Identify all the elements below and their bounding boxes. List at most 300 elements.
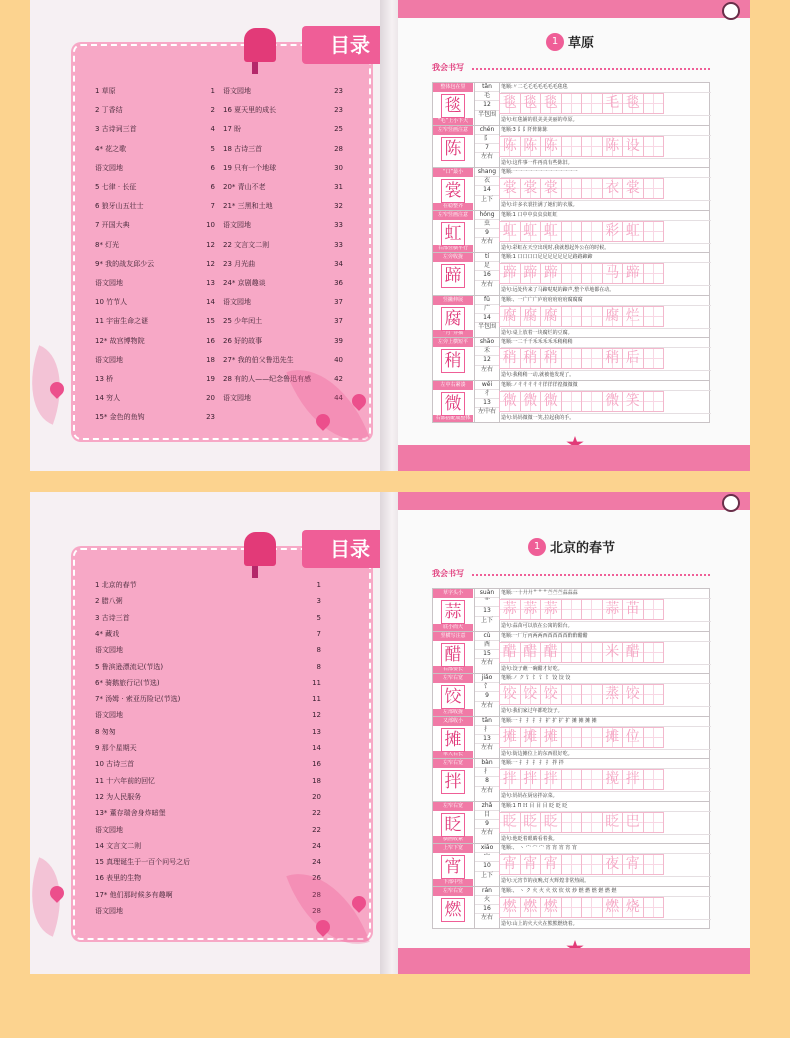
practice-cells [499, 854, 663, 875]
toc-entry [223, 259, 343, 269]
practice-cells [499, 221, 663, 242]
leaf-decoration [15, 345, 77, 424]
writing-tip: 草字头小 [433, 589, 473, 598]
meta-py: shang [475, 168, 499, 177]
character-meta [474, 126, 500, 168]
toc-entry-title: 2 腊八粥 [95, 597, 123, 606]
meta-rad: 毛 [475, 92, 499, 101]
model-character: 虹 [441, 222, 465, 246]
example-sentence: 造句:山上的火大火在熊熊燃烧着。 [501, 919, 711, 929]
stroke-order: 笔顺:一厂厅丙两两西酉酉酉酉酢酢醋醋 [501, 632, 711, 642]
toc-entry [95, 105, 215, 115]
meta-py: wēi [475, 381, 499, 390]
practice-cells [499, 306, 663, 327]
practice-cell [561, 684, 583, 705]
practice-cell [643, 178, 665, 199]
character-row [432, 758, 710, 801]
stroke-order: 笔顺:一 扌 扌 扌 扌 扌 拌 拌 [501, 759, 711, 769]
character-meta [474, 296, 500, 338]
model-character: 宵 [441, 855, 465, 879]
toc-entry [95, 297, 215, 307]
meta-n: 12 [475, 101, 499, 110]
character-row [432, 295, 710, 338]
practice-cell [581, 93, 603, 114]
practice-cell [643, 642, 665, 663]
practice-cell: 蹄 [540, 263, 562, 284]
practice-cell: 蒜 [540, 599, 562, 620]
character-meta [474, 674, 500, 716]
practice-cell [581, 684, 603, 705]
toc-entry [95, 629, 321, 639]
toc-entry [95, 124, 215, 134]
toc-entry-title: 20* 青山不老 [223, 183, 266, 191]
writing-tip: 左旁收拢 [433, 253, 473, 262]
character-row [432, 337, 710, 380]
owl-icon [722, 494, 740, 512]
toc-entry [223, 316, 343, 326]
practice-cell: 燃 [602, 897, 624, 918]
writing-tip: 下部中竖 [433, 879, 473, 886]
practice-cells [499, 897, 663, 918]
character-meta [474, 632, 500, 674]
toc-entry-page: 14 [312, 744, 321, 752]
practice-cell: 毯 [499, 93, 521, 114]
practice-cell [561, 769, 583, 790]
meta-py: tǎn [475, 83, 499, 92]
practice-cell [561, 136, 583, 157]
meta-n: 7 [475, 144, 499, 153]
toc-entry [223, 144, 343, 154]
meta-n: 10 [475, 862, 499, 871]
toc-entry-page: 28 [334, 144, 343, 153]
practice-cell: 稍 [602, 348, 624, 369]
meta-n: 8 [475, 777, 499, 786]
practice-cell: 宵 [499, 854, 521, 875]
practice-cell: 裳 [520, 178, 542, 199]
meta-py: cù [475, 632, 499, 641]
model-character: 毯 [441, 94, 465, 118]
character-meta [474, 168, 500, 210]
toc-entry-title: 语文园地 [95, 279, 123, 287]
practice-cell: 醋 [540, 642, 562, 663]
toc-entry-title: 22 文言文二则 [223, 240, 270, 249]
meta-struct: 左右 [480, 744, 493, 752]
writing-tip: 左窄右宽 [433, 759, 473, 768]
toc-entry-title: 2 丁香结 [95, 106, 123, 115]
toc-entry-title: 语文园地 [95, 907, 123, 915]
practice-cell: 腐 [540, 306, 562, 327]
mailbox-icon [244, 28, 276, 62]
stroke-order: 笔顺:一十廾廾艹艹艹苎苎苎蒜蒜蒜 [501, 589, 711, 599]
character-meta [474, 253, 500, 295]
toc-entry-page: 12 [206, 240, 215, 249]
toc-entry-page: 26 [312, 874, 321, 883]
toc-entry-page: 8 [316, 646, 321, 655]
toc-entry [95, 906, 321, 916]
practice-cell: 宵 [520, 854, 542, 875]
practice-cell: 虹 [499, 221, 521, 242]
stroke-order: 笔顺:3 阝阝阡阵陈陈 [501, 126, 711, 136]
writing-tip: 左窄右宽 [433, 674, 473, 683]
lesson-number: 1 [528, 538, 546, 556]
practice-cell: 马 [602, 263, 624, 284]
toc-entry-title: 11 宇宙生命之谜 [95, 317, 149, 326]
toc-title: 目录 [302, 26, 398, 64]
practice-cells [499, 727, 663, 748]
practice-cell [561, 221, 583, 242]
practice-cell: 夜 [602, 854, 624, 875]
toc-entry-page: 6 [210, 183, 215, 191]
toc-entry [223, 86, 343, 96]
top-band [398, 0, 750, 18]
character-row [432, 380, 710, 424]
toc-entry-title: 18 古诗三首 [223, 144, 263, 153]
writing-grid [432, 588, 710, 929]
practice-cell [561, 599, 583, 620]
practice-cell [581, 812, 603, 833]
practice-cell: 裳 [499, 178, 521, 199]
character-row [432, 673, 710, 716]
model-character: 稍 [441, 349, 465, 373]
example-sentence: 造句:许多衣裳挂满了她们的衣服。 [501, 200, 711, 210]
toc-entry [95, 825, 321, 835]
writing-tip: 左窄竖画注意 [433, 211, 473, 220]
toc-entry-page: 28 [312, 907, 321, 915]
character-meta [474, 381, 500, 423]
practice-cells [499, 391, 663, 412]
practice-cell: 微 [520, 391, 542, 412]
toc-entry [95, 776, 321, 786]
practice-cell [581, 897, 603, 918]
meta-py: suàn [475, 589, 499, 598]
meta-n: 14 [475, 186, 499, 195]
practice-cell: 眨 [602, 812, 624, 833]
model-character: 眨 [441, 813, 465, 837]
meta-py: hóng [475, 211, 499, 220]
practice-cell [643, 727, 665, 748]
writing-tip: “毛”上小下大 [433, 118, 473, 125]
writing-tip: 竖撇伸展 [433, 296, 473, 305]
toc-entry-title: 语文园地 [95, 646, 123, 655]
meta-rad: 酉 [475, 641, 499, 650]
meta-rad: 阝 [475, 135, 499, 144]
model-character: 饺 [441, 685, 465, 709]
model-character: 微 [441, 392, 465, 416]
practice-cell: 宵 [622, 854, 644, 875]
toc-entry-page: 22 [312, 825, 321, 834]
example-sentence: 造句:彩虹在天空出现时,我就想起外公在的时候。 [501, 243, 711, 253]
practice-cell [561, 727, 583, 748]
meta-py: tí [475, 253, 499, 262]
practice-cell [643, 93, 665, 114]
toc-entry-title: 13 桥 [95, 375, 114, 383]
practice-cell [581, 306, 603, 327]
toc-entry [223, 278, 343, 288]
practice-cell [581, 221, 603, 242]
meta-struct: 左右 [480, 829, 493, 837]
practice-cell: 虹 [622, 221, 644, 242]
meta-struct: 左中右 [477, 408, 496, 416]
practice-cell: 米 [602, 642, 624, 663]
practice-cell [561, 178, 583, 199]
practice-cell: 眨 [499, 812, 521, 833]
practice-cell [643, 599, 665, 620]
character-row [432, 252, 710, 295]
toc-entry [95, 580, 321, 590]
practice-cell: 醋 [520, 642, 542, 663]
toc-entry-title: 语文园地 [223, 298, 251, 307]
character-meta [474, 887, 500, 929]
practice-cells [499, 93, 663, 114]
meta-n: 14 [475, 314, 499, 323]
toc-entry-page: 7 [316, 629, 321, 638]
meta-rad: 彳 [475, 390, 499, 399]
toc-entry-title: 1 北京的春节 [95, 581, 137, 589]
practice-cell [561, 93, 583, 114]
character-meta [474, 802, 500, 844]
example-sentence: 造句:远处传来了马蹄哒哒的蹄声,整个草地都在动。 [501, 285, 711, 295]
writing-tip: 又部收小 [433, 717, 473, 726]
meta-py: rán [475, 887, 499, 896]
practice-cells [499, 769, 663, 790]
lesson-title: 草原 [568, 36, 595, 51]
writing-tip: 左部收拢 [433, 709, 473, 716]
toc-entry-title: 语文园地 [95, 355, 123, 364]
stroke-order: 笔顺:一二千千禾禾禾禾禾稍稍稍 [501, 338, 711, 348]
practice-cells [499, 263, 663, 284]
toc-entry-title: 1 草原 [95, 87, 116, 95]
toc-entry-title: 12 为人民服务 [95, 792, 142, 801]
meta-rad: 衣 [475, 177, 499, 186]
writing-tip: 横画收紧 [433, 836, 473, 843]
practice-cell: 虹 [540, 221, 562, 242]
character-row [432, 843, 710, 886]
meta-n: 13 [475, 735, 499, 744]
practice-cell: 燃 [499, 897, 521, 918]
writing-tip: 右部要长 [433, 666, 473, 673]
practice-cell: 腐 [602, 306, 624, 327]
practice-cell: 蹄 [520, 263, 542, 284]
toc-entry [95, 890, 321, 900]
practice-cell: 拌 [540, 769, 562, 790]
toc-entry-title: 12* 故宫博物院 [95, 336, 145, 345]
meta-n: 9 [475, 820, 499, 829]
toc-entry-title: 25 少年闰土 [223, 317, 263, 326]
toc-entry-title: 10 竹节人 [95, 298, 128, 307]
toc-entry-title: 26 好的故事 [223, 336, 263, 345]
toc-entry-page: 12 [206, 259, 215, 268]
toc-entry-page: 19 [206, 375, 215, 383]
toc-entry-title: 语文园地 [95, 711, 123, 720]
practice-cell [561, 263, 583, 284]
toc-entry [95, 596, 321, 606]
practice-cell: 裳 [622, 178, 644, 199]
book-spread-1 [0, 0, 790, 471]
practice-cell: 蒜 [520, 599, 542, 620]
stroke-order: 笔顺:一一一一一一一一一一一一一 [501, 168, 711, 178]
practice-cell [643, 263, 665, 284]
meta-struct: 上下 [480, 616, 493, 624]
practice-cells [499, 178, 663, 199]
toc-entry-page: 39 [334, 336, 343, 345]
practice-cell: 蒸 [602, 684, 624, 705]
example-sentence: 造句:我们家过年都吃饺子。 [501, 706, 711, 716]
practice-cell [561, 642, 583, 663]
stroke-order: 笔顺:1 П Ｈ 目 目 目 眨 眨 眨 [501, 802, 711, 812]
model-character: 蒜 [441, 600, 465, 624]
meta-py: xiāo [475, 844, 499, 853]
toc-entry-page: 10 [206, 221, 215, 230]
dotted-divider [472, 68, 710, 70]
toc-entry-title: 16 夏天里的成长 [223, 106, 277, 115]
toc-entry-page: 5 [210, 144, 215, 153]
toc-entry-page: 4 [210, 125, 215, 134]
practice-cells [499, 348, 663, 369]
character-meta [474, 844, 500, 886]
toc-entry [95, 240, 215, 250]
toc-entry [95, 316, 215, 326]
writing-tip: 上窄下宽 [433, 844, 473, 853]
meta-struct: 左右 [480, 238, 493, 246]
toc-entry [95, 759, 321, 769]
toc-entry-title: 7* 汤姆 · 索亚历险记(节选) [95, 695, 181, 704]
practice-cell [561, 348, 583, 369]
toc-entry-title: 语文园地 [223, 394, 251, 403]
meta-py: shāo [475, 338, 499, 347]
practice-cell: 蹄 [622, 263, 644, 284]
toc-entry-page: 40 [334, 355, 343, 364]
practice-cell [581, 599, 603, 620]
practice-cell: 眨 [520, 812, 542, 833]
section-heading: 我会书写 [432, 63, 464, 72]
practice-cell: 裳 [540, 178, 562, 199]
toc-entry [95, 163, 215, 173]
toc-entry-page: 16 [206, 336, 215, 345]
meta-rad: 足 [475, 262, 499, 271]
meta-rad: 火 [475, 896, 499, 905]
section-heading: 我会书写 [432, 569, 464, 578]
practice-cell: 毯 [540, 93, 562, 114]
toc-entry-page: 3 [316, 597, 321, 606]
toc-entry-page: 8 [316, 662, 321, 671]
practice-cell: 巴 [622, 812, 644, 833]
meta-n: 9 [475, 229, 499, 238]
practice-cell [643, 221, 665, 242]
leaf-decoration [15, 857, 77, 936]
practice-cell: 饺 [520, 684, 542, 705]
meta-rad: 艹 [475, 598, 499, 607]
meta-struct: 半包围 [477, 110, 496, 118]
character-row [432, 716, 710, 759]
practice-cell: 醋 [622, 642, 644, 663]
toc-entry-page: 14 [206, 298, 215, 307]
practice-cell: 摊 [499, 727, 521, 748]
example-sentence: 造句:元宵节的夜晚,灯火辉煌非常热闹。 [501, 876, 711, 886]
toc-entry-page: 7 [210, 202, 215, 211]
meta-struct: 左右 [480, 365, 493, 373]
model-character: 摊 [441, 728, 465, 752]
stroke-order: 笔顺:1 口口口口足足足足足足足路路蹄蹄 [501, 253, 711, 263]
practice-cell: 燃 [520, 897, 542, 918]
toc-entry-title: 21* 三黑和土地 [223, 202, 273, 211]
practice-cell: 彩 [602, 221, 624, 242]
toc-entry-title: 23 月光曲 [223, 259, 256, 268]
practice-cells [499, 812, 663, 833]
meta-struct: 左右 [480, 280, 493, 288]
model-character: 醋 [441, 643, 465, 667]
toc-entry-title: 10 古诗三首 [95, 760, 135, 769]
meta-n: 9 [475, 692, 499, 701]
toc-entry-page: 31 [334, 183, 343, 191]
model-character: 陈 [441, 137, 465, 161]
practice-cell: 饺 [540, 684, 562, 705]
practice-cell [561, 391, 583, 412]
right-page [398, 492, 750, 974]
writing-grid [432, 82, 710, 423]
meta-rad: 广 [475, 305, 499, 314]
practice-cell: 饺 [622, 684, 644, 705]
meta-py: fǔ [475, 296, 499, 305]
bottom-band [398, 445, 750, 471]
practice-cell: 宵 [540, 854, 562, 875]
right-page [398, 0, 750, 471]
example-sentence: 造句:这件事一件再真有些陈旧。 [501, 158, 711, 168]
practice-cells [499, 599, 663, 620]
practice-cell: 陈 [520, 136, 542, 157]
practice-cell [581, 642, 603, 663]
toc-entry [95, 355, 215, 365]
toc-entry [95, 694, 321, 704]
writing-tip: 整体包在里 [433, 83, 473, 92]
toc-entry-page: 1 [316, 581, 321, 589]
toc-entry [95, 336, 215, 346]
character-row [432, 167, 710, 210]
toc-entry-page: 22 [312, 809, 321, 818]
practice-cell: 微 [540, 391, 562, 412]
toc-entry-title: 语文园地 [223, 221, 251, 230]
practice-cell: 蒜 [499, 599, 521, 620]
toc-entry [223, 240, 343, 250]
toc-entry-page: 18 [206, 355, 215, 364]
toc-entry-title: 5 鲁滨逊漂流记(节选) [95, 662, 164, 671]
toc-entry-page: 32 [334, 202, 343, 211]
stroke-order: 笔顺:ノ ク 饣 饣 饣 饣 饺 饺 饺 [501, 674, 711, 684]
meta-struct: 半包围 [477, 323, 496, 331]
writing-tip: 右部搭配成整体 [433, 415, 473, 422]
toc-entry [95, 86, 215, 96]
toc-entry-page: 44 [334, 394, 343, 403]
toc-entry-page: 1 [210, 87, 215, 95]
practice-cell [581, 391, 603, 412]
toc-entry-title: 28 有的人——纪念鲁迅有感 [223, 375, 312, 383]
practice-cell: 摊 [602, 727, 624, 748]
meta-n: 16 [475, 905, 499, 914]
toc-panel [73, 548, 371, 940]
practice-cell: 蹄 [499, 263, 521, 284]
practice-cell [643, 769, 665, 790]
practice-cell: 搅 [602, 769, 624, 790]
lesson-number: 1 [546, 33, 564, 51]
practice-cell: 烂 [622, 306, 644, 327]
toc-entry-title: 11 十六年前的回忆 [95, 776, 156, 785]
practice-cell [581, 727, 603, 748]
character-row [432, 631, 710, 674]
toc-entry-title: 14 穷人 [95, 394, 121, 403]
toc-entry-page: 20 [206, 394, 215, 403]
meta-struct: 上下 [480, 871, 493, 879]
practice-cell: 摊 [520, 727, 542, 748]
practice-cell: 后 [622, 348, 644, 369]
